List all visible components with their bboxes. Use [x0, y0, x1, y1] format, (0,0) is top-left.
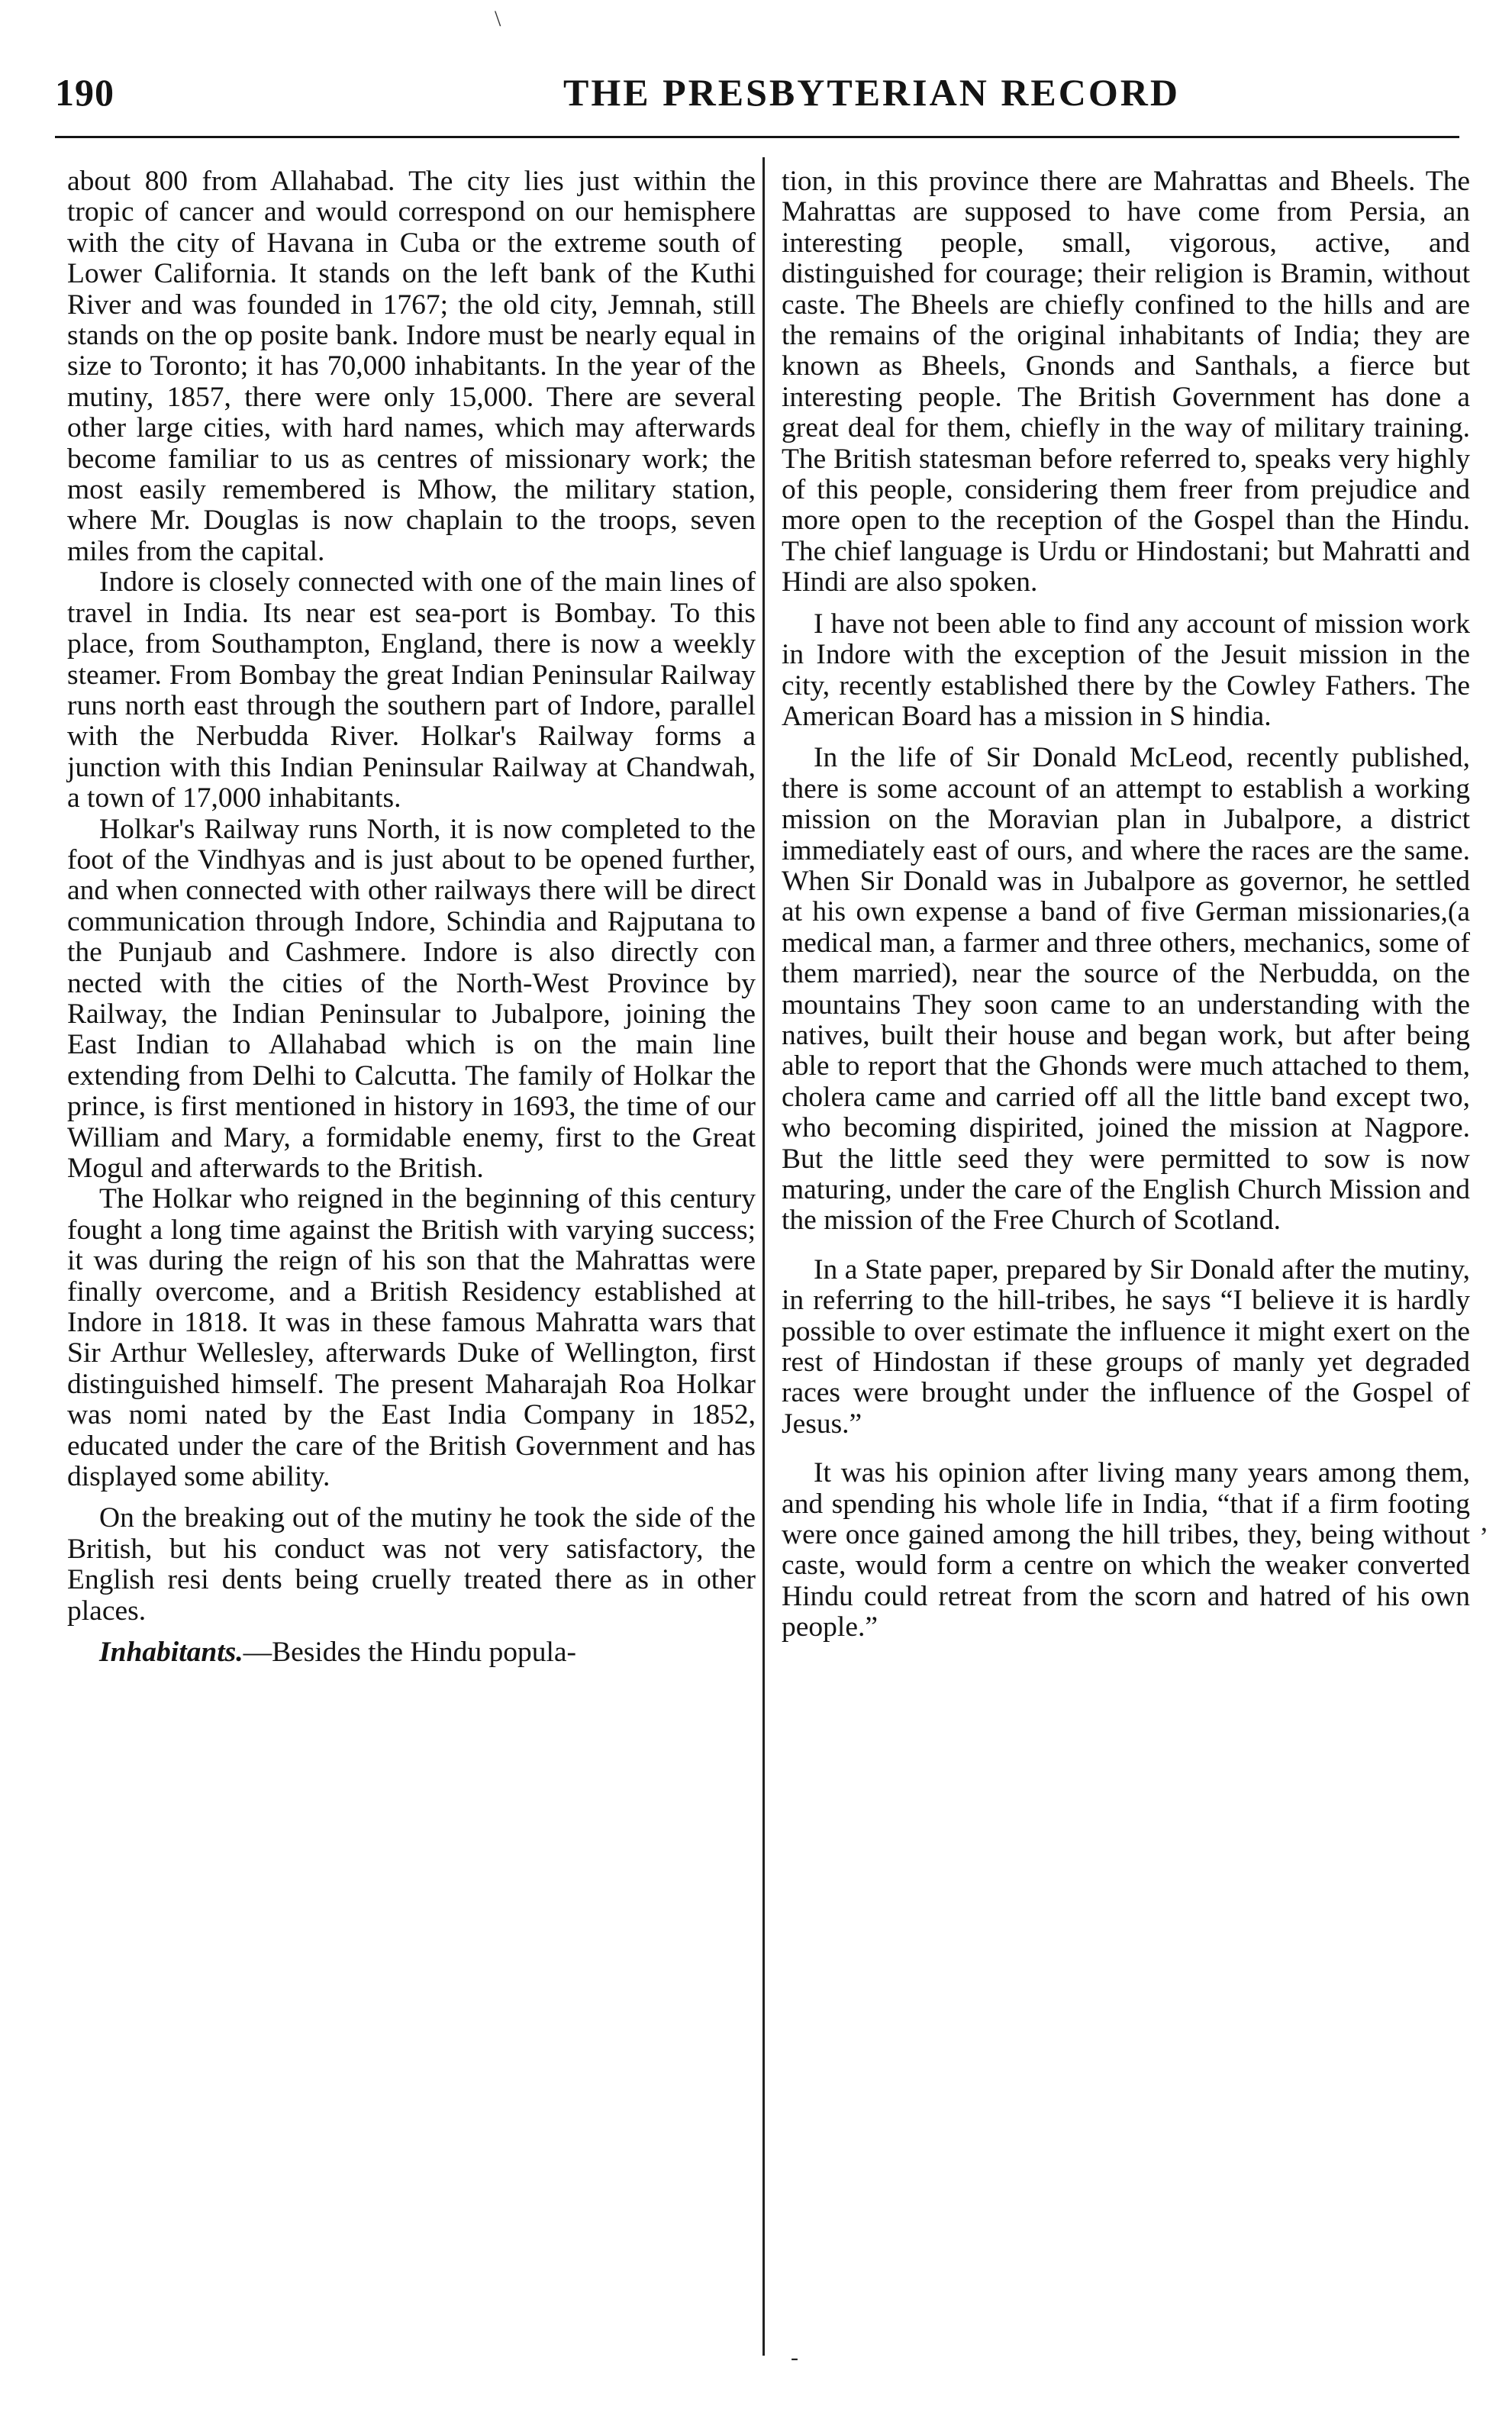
left-paragraph-5: On the breaking out of the mutiny he took the side of the British, but his conduct was not very satisfactory, the English resi dents being cruelly treated there as in other places.: [67, 1502, 756, 1627]
right-paragraph-4: In a State paper, prepared by Sir Donald after the mutiny, in referring to the hill-tribes, he says “I believe it is hardly possible to over estimate the influence it might exert on the rest of Hindostan if these groups of manly yet degraded races were brought under the influence of the Gospel of Jesus.”: [782, 1253, 1470, 1440]
page-number: 190: [55, 71, 114, 114]
left-paragraph-3: Holkar's Railway runs North, it is now completed to the foot of the Vindhyas and is just about to be opened further, and when connected with other railways there will be direct communication through Indore, Schindia and Rajputana to the Punjaub and Cashmere. Indore is also directly con nected with the cities of the North-West Province by Railway, the Indian Peninsular to Jubalpore, joining the East Indian to Allahabad which is on the main line extending from Delhi to Calcutta. The family of Holkar the prince, is first mentioned in history in 1693, the time of our William and Mary, a formidable enemy, first to the Great Mogul and afterwards to the British.: [67, 813, 756, 1184]
left-paragraph-2: Indore is closely connected with one of the main lines of travel in India. Its near est sea-port is Bombay. To this place, from Southampton, England, there is now a weekly steamer. From Bombay the great Indian Peninsular Railway runs north east through the southern part of Indore, parallel with the Nerbudda River. Holkar's Railway forms a junction with this Indian Peninsular Railway at Chandwah, a town of 17,000 inhabitants.: [67, 566, 756, 814]
left-paragraph-4: The Holkar who reigned in the beginning of this century fought a long time against the British with varying success; it was during the reign of his son that the Mahrattas were finally overcome, and a British Residency established at Indore in 1818. It was in these famous Mahratta wars that Sir Arthur Wellesley, afterwards Duke of Wellington, first distinguished himself. The present Maharajah Roa Holkar was nomi nated by the East India Company in 1852, educated under the care of the British Government and has displayed some ability.: [67, 1183, 756, 1493]
left-column: [67, 166, 756, 1669]
right-paragraph-1: tion, in this province there are Mahrattas and Bheels. The Mahrattas are supposed to have come from Persia, an interesting people, small, vigorous, active, and distinguished for courage; their religion is Bramin, without caste. The Bheels are chiefly confined to the hills and are the remains of the original inhabitants of India; they are known as Bheels, Gnonds and Santhals, a fierce but interesting people. The British Government has done a great deal for them, chiefly in the way of military training. The British statesman before referred to, speaks very highly of this people, considering them freer from prejudice and more open to the reception of the Gospel than the Hindu. The chief language is Urdu or Hindostani; but Mahratti and Hindi are also spoken.: [782, 166, 1470, 598]
left-paragraph-6: [67, 1637, 756, 1668]
top-stray-mark: \: [495, 6, 501, 31]
left-paragraph-1: about 800 from Allahabad. The city lies just within the tropic of cancer and would correspond on our hemisphere with the city of Havana in Cuba or the extreme south of Lower California. It stands on the left bank of the Kuthi River and was founded in 1767; the old city, Jemnah, still stands on the op posite bank. Indore must be nearly equal in size to Toronto; it has 70,000 inhabitants. In the year of the mutiny, 1857, there were only 15,000. There are several other large cities, with hard names, which may afterwards become familiar to us as centres of missionary work; the most easily remembered is Mhow, the military station, where Mr. Douglas is now chaplain to the troops, seven miles from the capital.: [67, 166, 756, 567]
right-column: [782, 166, 1470, 1643]
bottom-dash-mark: -: [791, 2345, 798, 2370]
page-header: [55, 70, 1459, 124]
right-paragraph-3: In the life of Sir Donald McLeod, recently published, there is some account of an attempt to establish a working mission on the Moravian plan in Jubalpore, a district immediately east of ours, and where the races are the same. When Sir Donald was in Jubalpore as governor, he settled at his own expense a band of five German missionaries,(a medical man, a farmer and three others, mechanics, some of them married), near the source of the Nerbudda, on the mountains They soon came to an understanding with the natives, built their house and began work, but after being able to report that the Ghonds were much attached to them, cholera came and carried off all the little band except two, who becoming dispirited, joined the mission at Nagpore. But the little seed they were permitted to sow is now maturing, under the care of the English Church Mission and the mission of the Free Church of Scotland.: [782, 742, 1470, 1237]
header-rule: [55, 136, 1459, 138]
right-paragraph-2: I have not been able to find any account of mission work in Indore with the exception of the Jesuit mission in the city, recently established there by the Cowley Fathers. The American Board has a mission in S hindia.: [782, 608, 1470, 732]
right-paragraph-5: It was his opinion after living many years among them, and spending his whole life in India, “that if a firm footing were once gained among the hill tribes, they, being without caste, would form a centre on which the weaker converted Hindu could retreat from the scorn and hatred of his own people.”: [782, 1457, 1470, 1643]
column-divider: [762, 157, 765, 2356]
inhabitants-text: —Besides the Hindu popula-: [243, 1637, 577, 1669]
running-title: THE PRESBYTERIAN RECORD: [563, 71, 1180, 114]
margin-stray-mark: ,: [1481, 1506, 1488, 1537]
inhabitants-heading: Inhabitants.: [99, 1637, 243, 1669]
